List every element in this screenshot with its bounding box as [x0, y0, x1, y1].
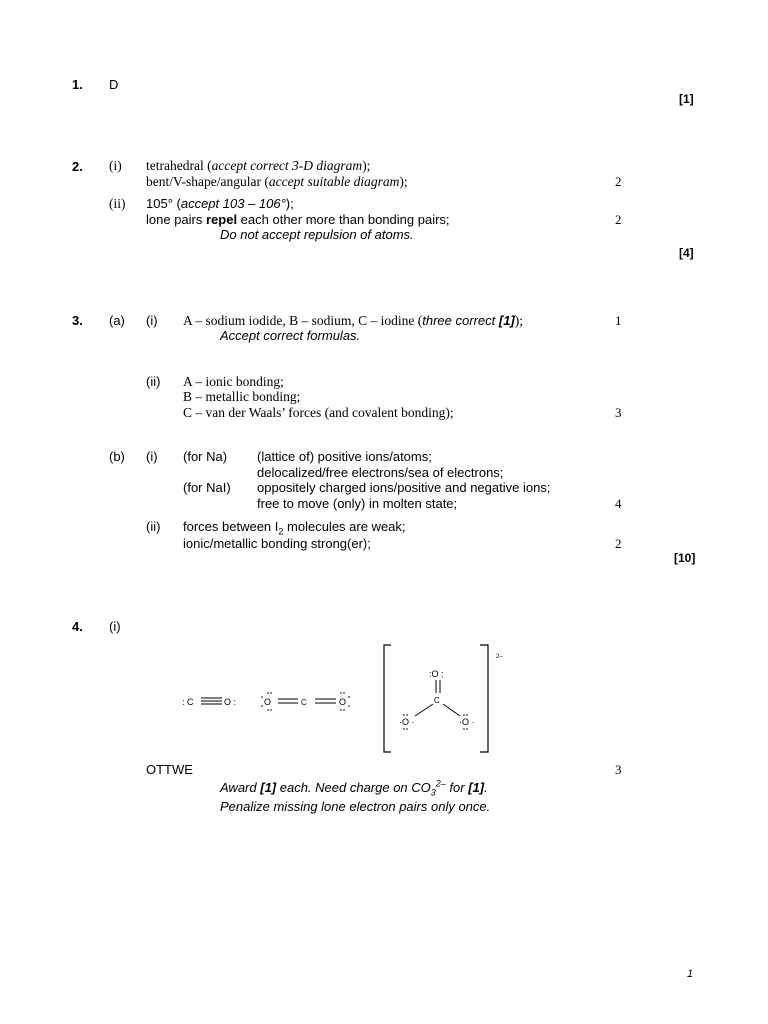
q3-a-ii-mark: 3 [615, 405, 622, 420]
q2-ii-note: Do not accept repulsion of atoms. [220, 227, 414, 242]
q3-b-i-na-line1: (lattice of) positive ions/atoms; [257, 449, 432, 464]
q4-note1: Award [1] each. Need charge on $CO_3^{2-}$ for [1]. [220, 778, 488, 798]
carbonate-single-bond-left [415, 704, 433, 716]
q2-i-line2: bent/V-shape/angular (accept suitable diagram); [146, 174, 408, 189]
lewis-structures-diagram [175, 640, 515, 760]
co-carbon-label: : C [182, 697, 194, 707]
carbonate-carbon: C [434, 696, 440, 705]
q3-b-ii-line1: forces between $I_2$ molecules are weak; [183, 519, 406, 537]
q2-ii-line2: lone pairs repel each other more than bonding pairs; [146, 212, 450, 227]
co2-left-oxygen: O [264, 697, 272, 707]
q3-b-i-nai-line2: free to move (only) in molten state; [257, 496, 458, 511]
carbonate-right-bracket [480, 645, 488, 752]
question-2-number: 2. [72, 159, 83, 174]
question-3-number: 3. [72, 313, 83, 328]
q3-part-b-label: (b) [109, 449, 125, 464]
q3-a-i-mark: 1 [615, 313, 622, 328]
co-oxygen-label: O : [224, 697, 237, 707]
q2-i-mark: 2 [615, 174, 622, 189]
question-1-number: 1. [72, 77, 83, 92]
q3-b-i-na-line2: delocalized/free electrons/sea of electrons; [257, 465, 504, 480]
q2-part-i-label: (i) [109, 158, 122, 173]
q3-b-ii-line2: ionic/metallic bonding strong(er); [183, 536, 371, 551]
q3-b-ii-mark: 2 [615, 536, 622, 551]
q4-mark: 3 [615, 762, 622, 777]
question-3-total: [10] [674, 551, 696, 565]
q3-a-i-line: A – sodium iodide, B – sodium, C – iodine (three correct [1]); [183, 313, 523, 328]
question-1-total: [1] [679, 92, 694, 106]
q2-ii-mark: 2 [615, 212, 622, 227]
q2-i-line1: tetrahedral (accept correct 3-D diagram); [146, 158, 371, 173]
question-2-total: [4] [679, 246, 694, 260]
q3-b-i-mark: 4 [615, 496, 622, 511]
co2-carbon: C [301, 698, 307, 707]
q4-note2: Penalize missing lone electron pairs only once. [220, 799, 491, 814]
co2-right-oxygen: O [339, 697, 347, 707]
q3-b-i-label: (i) [146, 449, 158, 464]
q3-b-i-nai-line1: oppositely charged ions/positive and negative ions; [257, 480, 551, 495]
q3-a-ii-line3: C – van der Waals’ forces (and covalent bonding); [183, 405, 454, 420]
q3-b-i-nai: (for NaI) [183, 480, 231, 495]
carbonate-right-oxygen: ·O · [459, 717, 475, 727]
q3-a-ii-line2: B – metallic bonding; [183, 389, 301, 404]
q3-a-i-note: Accept correct formulas. [220, 328, 361, 343]
carbonate-left-bracket [384, 645, 391, 752]
q2-part-ii-label: (ii) [109, 196, 126, 211]
carbonate-left-oxygen: ·O · [399, 717, 415, 727]
q4-ottwe: OTTWE [146, 762, 193, 777]
carbonate-charge: 2– [496, 654, 503, 660]
q2-ii-line1: 105° (accept 103 – 106°); [146, 196, 294, 211]
question-4-number: 4. [72, 619, 83, 634]
q3-a-i-label: (i) [146, 313, 158, 328]
page-number: 1 [687, 968, 694, 980]
q3-a-ii-label: (ii) [146, 374, 161, 389]
q4-part-i-label: (i) [109, 619, 121, 634]
question-1-answer: D [109, 77, 119, 92]
q3-b-ii-label: (ii) [146, 519, 161, 534]
q3-part-a-label: (a) [109, 313, 125, 328]
carbonate-top-oxygen: :O : [429, 669, 444, 679]
carbonate-single-bond-right [443, 704, 460, 716]
q3-b-i-na: (for Na) [183, 449, 228, 464]
q3-a-ii-line1: A – ionic bonding; [183, 374, 284, 389]
